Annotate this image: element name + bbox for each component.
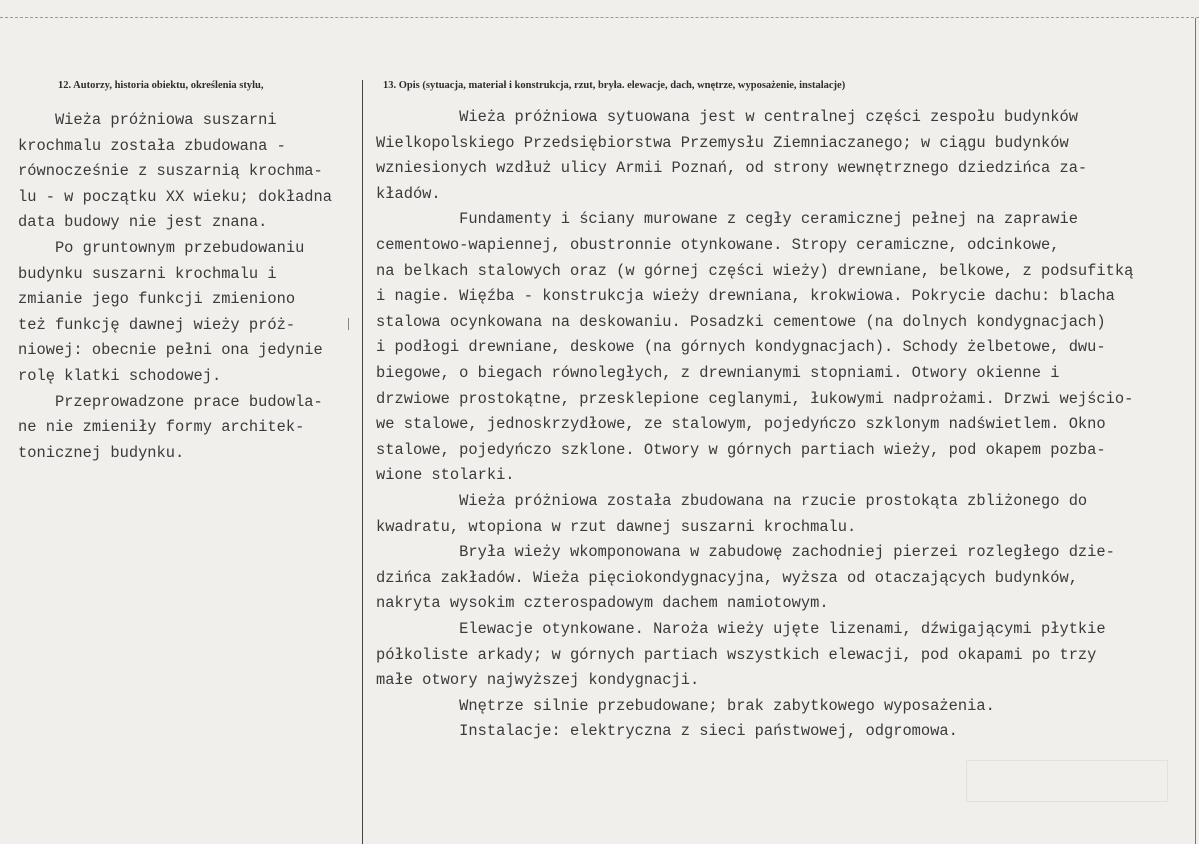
- left-text-line: rolę klatki schodowej.: [18, 367, 222, 385]
- divider-tick-mark: [348, 318, 349, 330]
- column-divider: [362, 80, 363, 844]
- right-text-line: biegowe, o biegach równoległych, z drewnianymi stopniami. Otwory okienne i: [376, 364, 1060, 382]
- right-text-line: Fundamenty i ściany murowane z cegły ceramicznej pełnej na zaprawie: [376, 210, 1078, 229]
- right-text-line: Instalacje: elektryczna z sieci państwowej, odgromowa.: [376, 722, 958, 741]
- right-text-line: stalowe, pojedyńczo szklone. Otwory w górnych partiach wieży, pod okapem pozba-: [376, 440, 1106, 459]
- right-text-line: Elewacje otynkowane. Naroża wieży ujęte lizenami, dźwigającymi płytkie: [376, 620, 1106, 638]
- right-text-line: kwadratu, wtopiona w rzut dawnej suszarni krochmalu.: [376, 517, 857, 536]
- right-text-line: cementowo-wapiennej, obustronnie otynkowane. Stropy ceramiczne, odcinkowe,: [376, 236, 1060, 254]
- right-text-line: wione stolarki.: [376, 466, 515, 485]
- faint-stamp-impression: [966, 760, 1168, 802]
- right-text-line: Wnętrze silnie przebudowane; brak zabytkowego wyposażenia.: [376, 696, 995, 715]
- left-text-line: zmianie jego funkcji zmieniono: [18, 290, 296, 309]
- right-text-line: Bryła wieży wkomponowana w zabudowę zachodniej pierzei rozległego dzie-: [376, 543, 1115, 562]
- right-text-line: wzniesionych wzdłuż ulicy Armii Poznań, od strony wewnętrznego dziedzińca za-: [376, 159, 1088, 178]
- left-text-line: Wieża próżniowa suszarni: [18, 111, 277, 129]
- right-text-line: półkoliste arkady; w górnych partiach wszystkich elewacji, pod okapami po trzy: [376, 645, 1097, 664]
- right-text-line: i podłogi drewniane, deskowe (na górnych kondygnacjach). Schody żelbetowe, dwu-: [376, 338, 1106, 357]
- left-text-line: ne nie zmieniły formy architek-: [18, 418, 305, 437]
- right-text-line: kładów.: [376, 184, 441, 203]
- left-text-line: też funkcję dawnej wieży próż-: [18, 315, 296, 334]
- right-text-line: drzwiowe prostokątne, przesklepione ceglanymi, łukowymi nadprożami. Drzwi wejścio-: [376, 389, 1134, 408]
- right-text-line: na belkach stalowych oraz (w górnej części wieży) drewniane, belkowe, z podsufitką: [376, 261, 1134, 280]
- right-text-line: Wieża próżniowa sytuowana jest w centralnej części zespołu budynków: [376, 108, 1078, 126]
- right-text-line: i nagie. Więźba - konstrukcja wieży drewniana, krokwiowa. Pokrycie dachu: blacha: [376, 287, 1115, 306]
- right-text-line: małe otwory najwyższej kondygnacji.: [376, 671, 700, 690]
- left-text-line: budynku suszarni krochmalu i: [18, 264, 277, 283]
- right-text-line: Wieża próżniowa została zbudowana na rzucie prostokąta zbliżonego do: [376, 492, 1088, 510]
- left-text-line: Przeprowadzone prace budowla-: [18, 392, 323, 411]
- top-cut-line: [0, 17, 1199, 18]
- left-text-line: tonicznej budynku.: [18, 443, 185, 462]
- right-text-line: stalowa ocynkowana na deskowaniu. Posadzki cementowe (na dolnych kondygnacjach): [376, 312, 1106, 331]
- right-text-line: we stalowe, jednoskrzydłowe, ze stalowym, pojedyńczo szklonym nadświetlem. Okno: [376, 415, 1106, 434]
- right-text-line: Wielkopolskiego Przedsiębiorstwa Przemysłu Ziemniaczanego; w ciągu budynków: [376, 133, 1069, 152]
- left-text-line: data budowy nie jest znana.: [18, 213, 268, 232]
- left-text-line: równocześnie z suszarnią krochma-: [18, 162, 323, 181]
- left-text-line: krochmalu została zbudowana -: [18, 136, 286, 155]
- section-header-description: 13. Opis (sytuacja, materiał i konstrukcja, rzut, bryła. elewacje, dach, wnętrze, wyposażenie, instalacje): [383, 80, 846, 91]
- right-text-line: nakryta wysokim czterospadowym dachem namiotowym.: [376, 594, 829, 613]
- left-text-line: Po gruntownym przebudowaniu: [18, 239, 305, 257]
- section-header-authors-history: 12. Autorzy, historia obiektu, określenia stylu,: [58, 80, 264, 91]
- left-text-line: lu - w początku XX wieku; dokładna: [18, 187, 333, 206]
- left-text-line: niowej: obecnie pełni ona jedynie: [18, 341, 323, 360]
- right-text-line: dzińca zakładów. Wieża pięciokondygnacyjna, wyższa od otaczających budynków,: [376, 568, 1078, 587]
- right-edge-line: [1195, 18, 1196, 844]
